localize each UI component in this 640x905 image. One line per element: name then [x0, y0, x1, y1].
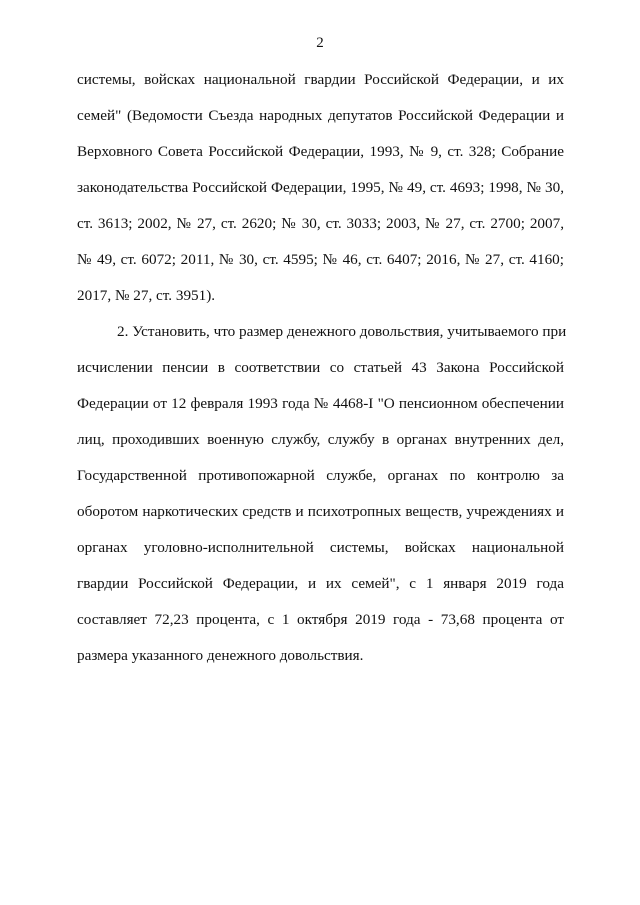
text-line: составляет 72,23 процента, с 1 октября 2019 года - 73,68 процента от: [77, 611, 564, 628]
text-line: гвардии Российской Федерации, и их семей", с 1 января 2019 года: [77, 575, 564, 592]
text-line: органах уголовно-исполнительной системы, войсках национальной: [77, 539, 564, 556]
text-line: Верховного Совета Российской Федерации, 1993, № 9, ст. 328; Собрание: [77, 143, 564, 160]
text-line: ст. 3613; 2002, № 27, ст. 2620; № 30, ст. 3033; 2003, № 27, ст. 2700; 2007,: [77, 215, 564, 232]
text-line: № 49, ст. 6072; 2011, № 30, ст. 4595; № 46, ст. 6407; 2016, № 27, ст. 4160;: [77, 251, 564, 268]
text-line: Федерации от 12 февраля 1993 года № 4468-I "О пенсионном обеспечении: [77, 395, 564, 412]
text-line: размера указанного денежного довольствия.: [77, 647, 364, 664]
text-line: 2. Установить, что размер денежного довольствия, учитываемого при: [117, 323, 567, 340]
text-line: системы, войсках национальной гвардии Российской Федерации, и их: [77, 71, 564, 88]
text-line: Государственной противопожарной службе, органах по контролю за: [77, 467, 564, 484]
page-number: 2: [316, 35, 324, 51]
text-line: исчислении пенсии в соответствии со статьей 43 Закона Российской: [77, 359, 564, 376]
text-line: законодательства Российской Федерации, 1995, № 49, ст. 4693; 1998, № 30,: [77, 179, 564, 196]
text-line: семей" (Ведомости Съезда народных депутатов Российской Федерации и: [77, 107, 564, 124]
text-line: лиц, проходивших военную службу, службу в органах внутренних дел,: [77, 431, 564, 448]
text-line: оборотом наркотических средств и психотропных веществ, учреждениях и: [77, 503, 564, 520]
text-line: 2017, № 27, ст. 3951).: [77, 287, 216, 304]
